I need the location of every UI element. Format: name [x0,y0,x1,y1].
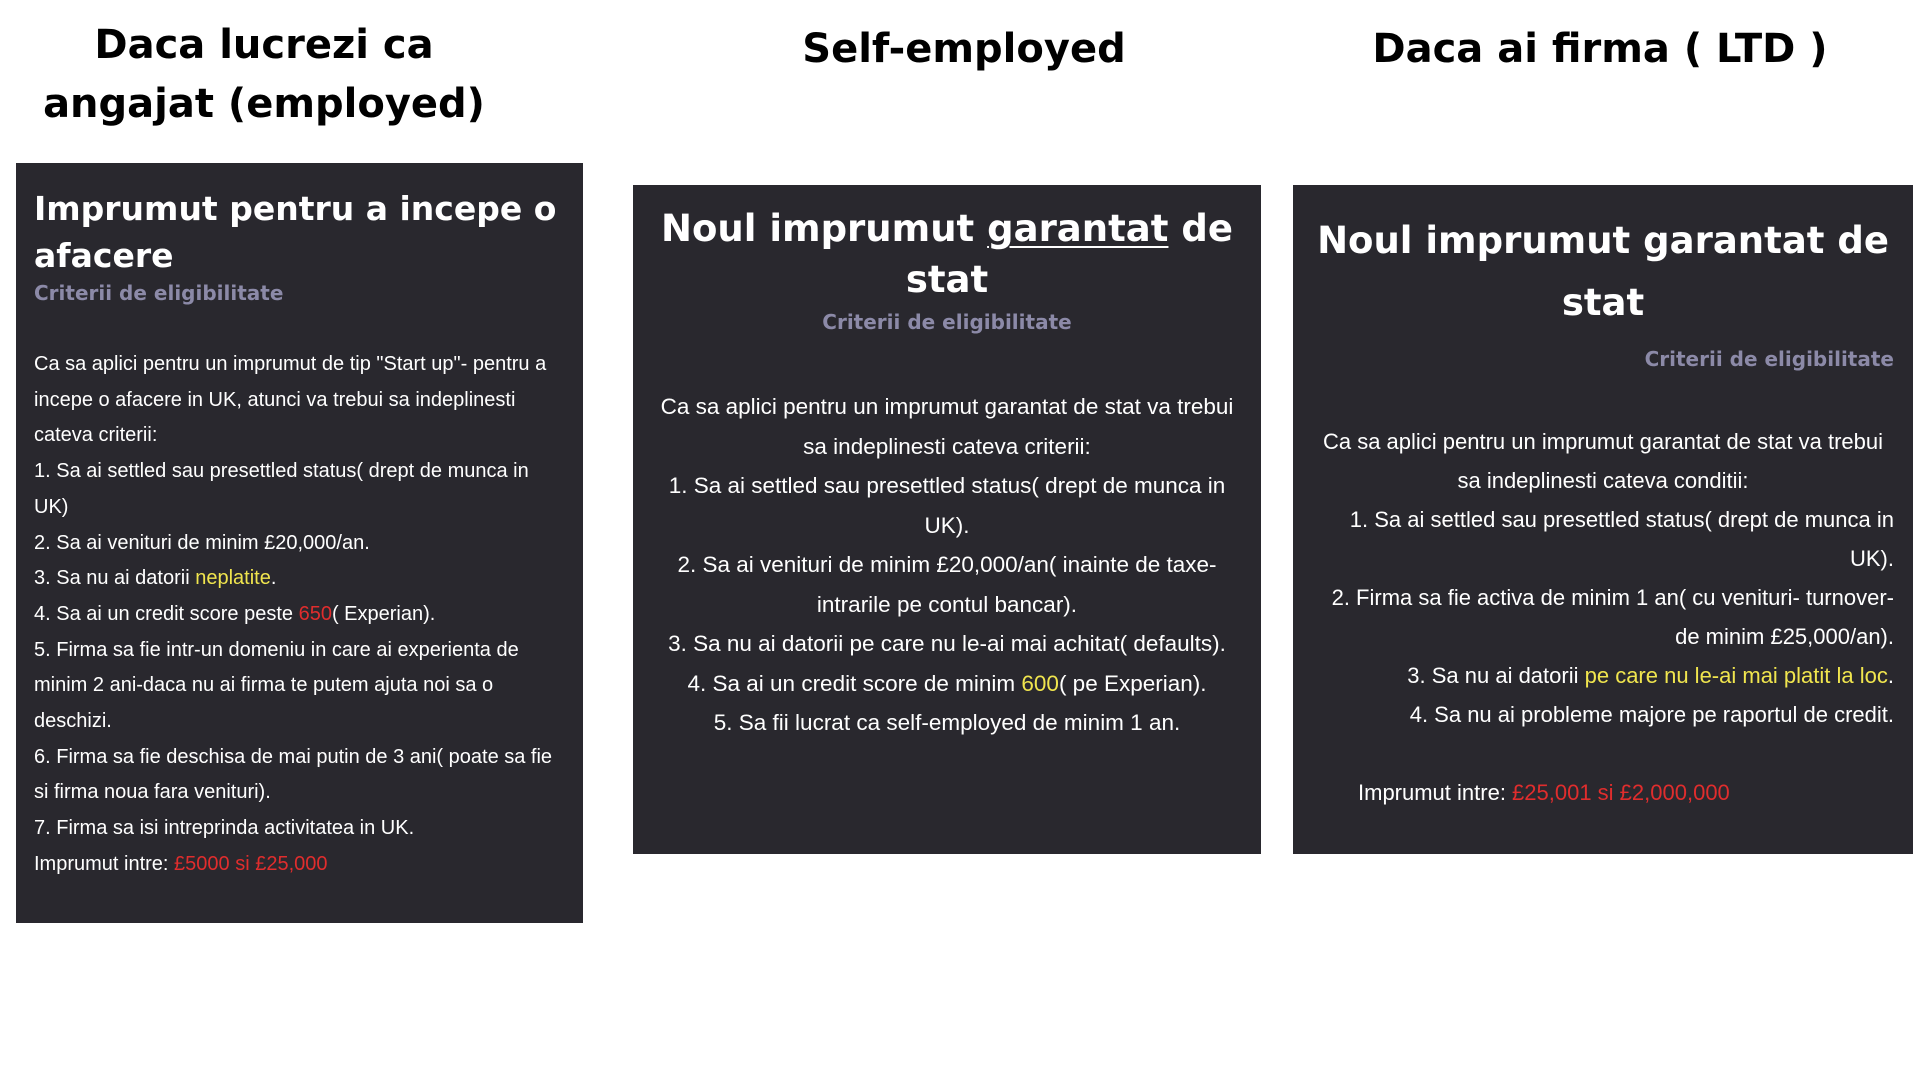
card-title: Imprumut pentru a incepe o afacere [34,189,557,275]
criteria-item-4 [657,664,1237,704]
criteria-intro: Ca sa aplici pentru un imprumut garantat de stat va trebui sa indeplinesti cateva conditii: [1322,429,1884,493]
card-title-underlined: garantat [987,207,1169,250]
card-subtitle: Criterii de eligibilitate [1644,347,1894,371]
criteria-item-4-text: 4. Sa ai un credit score de minim [687,670,1022,696]
criteria-intro: Ca sa aplici pentru un imprumut garantat de stat va trebui sa indeplinesti cateva criterii: [660,394,1234,459]
card-title [657,203,1237,305]
criteria-item-3-end: . [270,567,277,590]
criteria-item-2: 2. Firma sa fie activa de minim 1 an( cu venituri- turnover- de minim £25,000/an). [1331,585,1894,649]
criteria-item-2: 2. Sa ai venituri de minim £20,000/an( inainte de taxe- intrarile pe contul bancar). [677,552,1217,617]
criteria-item-5: 5. Firma sa fie intr-un domeniu in care ai experienta de minim 2 ani-daca nu ai firma te putem ajuta noi sa o deschizi. [34,638,519,733]
criteria-item-4: 4. Sa nu ai probleme majore pe raportul de credit. [1409,702,1894,727]
criteria-item-3-text: 3. Sa nu ai datorii [1407,663,1585,688]
card-title-start: Noul imprumut [661,207,988,250]
heading-employed: Daca lucrezi ca angajat (employed) [43,22,485,127]
card-title-end: de stat [905,207,1233,301]
loan-range-label: Imprumut intre: [1358,780,1513,805]
heading-ltd: Daca ai firma ( LTD ) [1372,26,1828,72]
card-subtitle: Criterii de eligibilitate [34,281,284,305]
card-self-employed-loan [633,185,1261,854]
criteria-item-4-end: ( pe Experian). [1058,670,1207,696]
highlight-unpaid: pe care nu le-ai mai platit la loc [1584,663,1888,688]
card-body [657,387,1237,743]
spacer [1312,734,1894,773]
criteria-item-1: 1. Sa ai settled sau presettled status( drept de munca in UK). [668,473,1226,538]
criteria-item-3: 3. Sa nu ai datorii pe care nu le-ai mai achitat( defaults). [668,631,1226,656]
card-subtitle: Criterii de eligibilitate [822,310,1072,334]
heading-self-employed: Self-employed [802,26,1126,72]
loan-range-label: Imprumut intre: [34,852,175,875]
card-title: Noul imprumut garantat de stat [1317,219,1889,324]
criteria-item-4 [34,597,565,633]
criteria-item-4-end: ( Experian). [331,602,436,625]
criteria-item-6: 6. Firma sa fie deschisa de mai putin de 3 ani( poate sa fie si firma noua fara venituri). [34,745,553,804]
highlight-credit-score: 650 [298,602,332,625]
criteria-item-3 [34,561,565,597]
criteria-intro: Ca sa aplici pentru un imprumut de tip "Start up"- pentru a incepe o afacere in UK, atunci va trebui sa indeplinesti cateva criterii: [34,353,547,447]
criteria-item-2: 2. Sa ai venituri de minim £20,000/an. [34,531,370,554]
criteria-item-1: 1. Sa ai settled sau presettled status( drept de munca in UK) [34,460,529,518]
criteria-item-3-end: . [1887,663,1894,688]
loan-range [1312,773,1894,812]
criteria-item-3-text: 3. Sa nu ai datorii [34,567,196,590]
loan-range-value: £5000 si £25,000 [174,852,328,875]
criteria-item-5: 5. Sa fii lucrat ca self-employed de minim 1 an. [713,710,1181,735]
criteria-item-1: 1. Sa ai settled sau presettled status( drept de munca in UK). [1349,507,1894,571]
highlight-unpaid: neplatite [195,567,271,590]
card-ltd-loan [1293,185,1913,854]
criteria-item-7: 7. Firma sa isi intreprinda activitatea in UK. [34,817,415,840]
card-body [34,347,565,883]
criteria-item-3 [1312,656,1894,695]
criteria-item-4-text: 4. Sa ai un credit score peste [34,602,299,625]
card-startup-loan [16,163,583,923]
highlight-credit-score: 600 [1021,670,1059,696]
loan-range [34,847,565,883]
loan-range-value: £25,001 si £2,000,000 [1512,780,1730,805]
card-body [1312,422,1894,812]
